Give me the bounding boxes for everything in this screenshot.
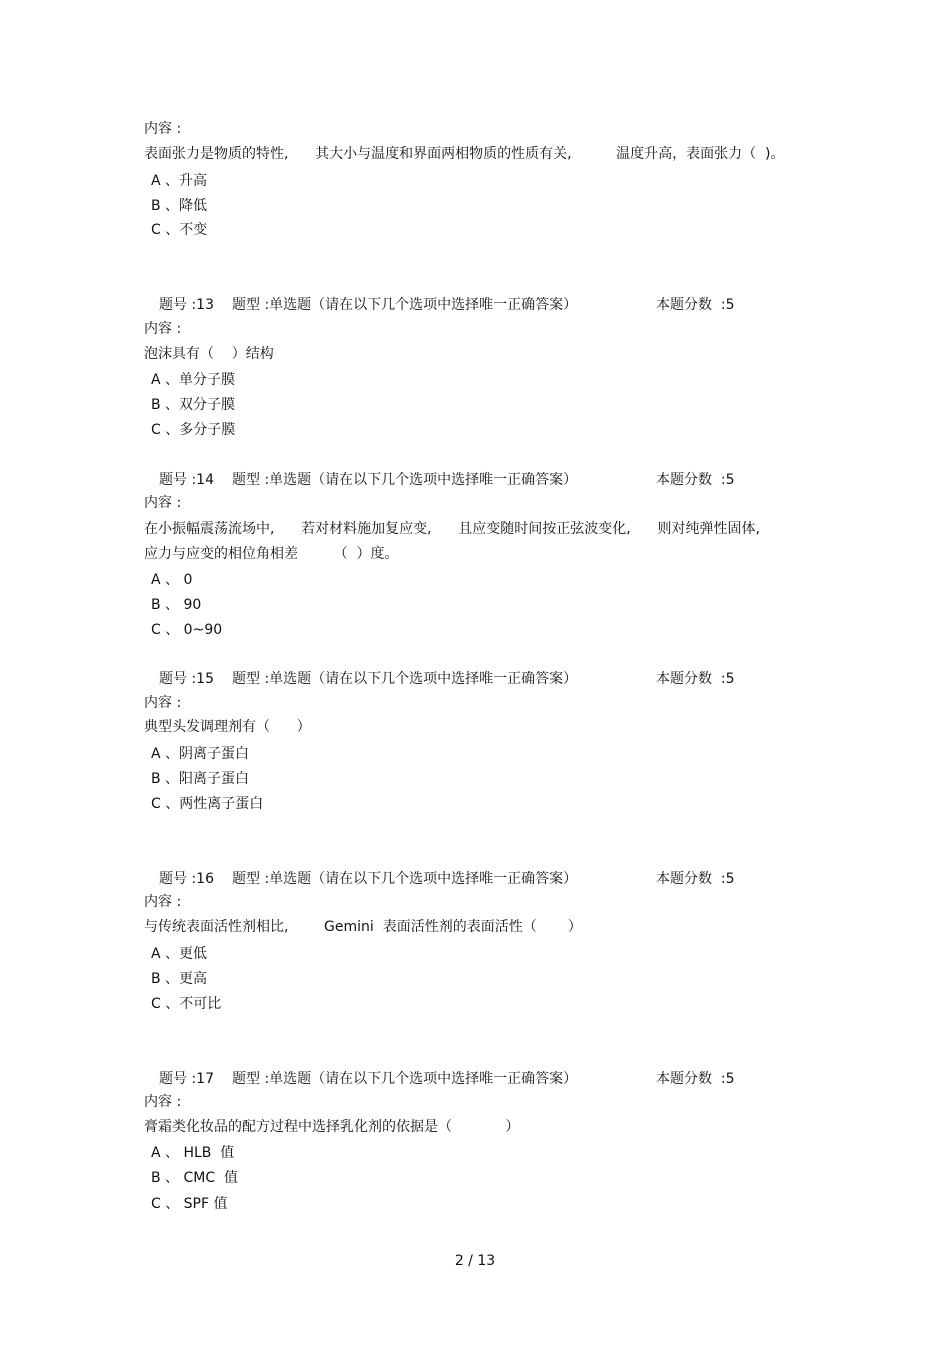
content-label: 内容 : <box>144 121 182 137</box>
content-label: 内容 : <box>144 321 182 337</box>
question-16-option-a: A 、更低 <box>151 946 208 962</box>
question-12-option-b: B 、降低 <box>151 198 208 214</box>
question-16-text: 与传统表面活性剂相比, Gemini 表面活性剂的表面活性（ ） <box>144 919 582 935</box>
question-13-number: 题号 :13 <box>159 297 214 313</box>
question-13-option-b: B 、双分子膜 <box>151 397 236 413</box>
question-14-text-line-2: 应力与应变的相位角相差 （ ）度。 <box>144 546 399 562</box>
question-15-score: 本题分数 :5 <box>656 671 735 687</box>
question-15-number: 题号 :15 <box>159 671 214 687</box>
question-15-text: 典型头发调理剂有（ ） <box>144 719 311 735</box>
question-14-option-c: C 、 0~90 <box>151 622 223 638</box>
question-15-option-b: B 、阳离子蛋白 <box>151 771 250 787</box>
question-16-score: 本题分数 :5 <box>656 871 735 887</box>
content-label: 内容 : <box>144 495 182 511</box>
question-17-option-c: C 、 SPF 值 <box>151 1196 228 1212</box>
question-15-type: 题型 :单选题（请在以下几个选项中选择唯一正确答案） <box>232 671 578 687</box>
page-number: 2 / 13 <box>454 1253 496 1269</box>
question-16-number: 题号 :16 <box>159 871 214 887</box>
content-label: 内容 : <box>144 1094 182 1110</box>
question-15-option-a: A 、阴离子蛋白 <box>151 746 250 762</box>
question-12-option-c: C 、不变 <box>151 222 208 238</box>
question-13-option-a: A 、单分子膜 <box>151 372 236 388</box>
question-16-option-c: C 、不可比 <box>151 996 222 1012</box>
question-14-option-a: A 、 0 <box>151 572 193 588</box>
question-15-option-c: C 、两性离子蛋白 <box>151 796 264 812</box>
question-13-option-c: C 、多分子膜 <box>151 422 236 438</box>
content-label: 内容 : <box>144 695 182 711</box>
question-14-type: 题型 :单选题（请在以下几个选项中选择唯一正确答案） <box>232 472 578 488</box>
question-14-number: 题号 :14 <box>159 472 214 488</box>
question-13-type: 题型 :单选题（请在以下几个选项中选择唯一正确答案） <box>232 297 578 313</box>
question-17-type: 题型 :单选题（请在以下几个选项中选择唯一正确答案） <box>232 1071 578 1087</box>
question-17-text: 膏霜类化妆品的配方过程中选择乳化剂的依据是（ ） <box>144 1119 520 1135</box>
question-13-text: 泡沫具有（ ）结构 <box>144 346 274 362</box>
question-17-option-b: B 、 CMC 值 <box>151 1170 239 1186</box>
question-14-option-b: B 、 90 <box>151 597 202 613</box>
question-12-option-a: A 、升高 <box>151 173 208 189</box>
question-17-option-a: A 、 HLB 值 <box>151 1145 235 1161</box>
content-label: 内容 : <box>144 894 182 910</box>
question-16-type: 题型 :单选题（请在以下几个选项中选择唯一正确答案） <box>232 871 578 887</box>
question-14-score: 本题分数 :5 <box>656 472 735 488</box>
question-13-score: 本题分数 :5 <box>656 297 735 313</box>
question-17-score: 本题分数 :5 <box>656 1071 735 1087</box>
question-14-text-line-1: 在小振幅震荡流场中, 若对材料施加复应变, 且应变随时间按正弦波变化, 则对纯弹性固体, <box>144 521 760 537</box>
question-17-number: 题号 :17 <box>159 1071 214 1087</box>
question-16-option-b: B 、更高 <box>151 971 208 987</box>
question-12-text: 表面张力是物质的特性, 其大小与温度和界面两相物质的性质有关, 温度升高，表面张力（ )。 <box>144 146 785 162</box>
